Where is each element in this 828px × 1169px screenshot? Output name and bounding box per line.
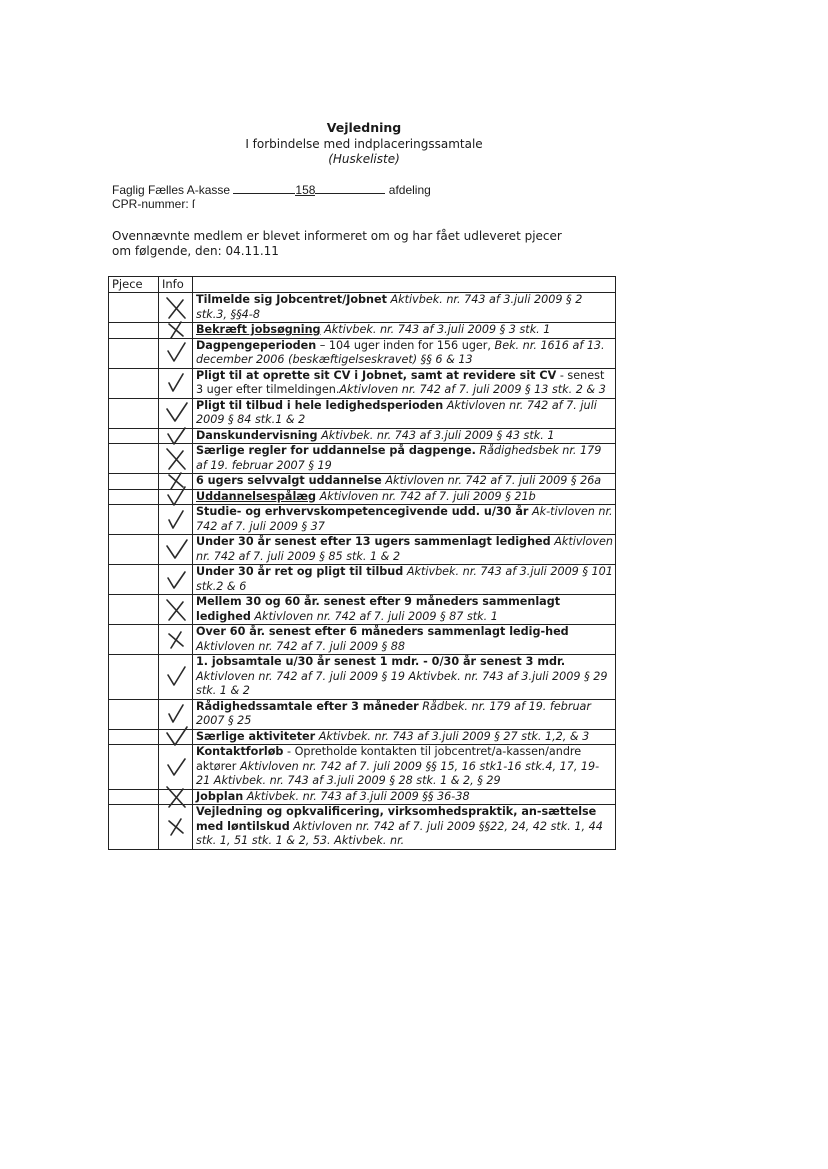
document-title: Vejledning — [326, 120, 402, 135]
handwritten-check-icon — [163, 536, 189, 564]
topic-title: Pligt til at oprette sit CV i Jobnet, samt at revidere sit CV — [196, 368, 557, 382]
topic-cell — [193, 729, 616, 745]
info-cell — [159, 789, 193, 805]
member-number: 158 — [295, 183, 316, 197]
table-row — [109, 505, 616, 535]
intro-line-1: Ovennævnte medlem er blevet informeret om og har fået udleveret pjecer — [112, 229, 562, 243]
topic-cell — [193, 699, 616, 729]
document-subtitle-note: (Huskeliste) — [328, 152, 400, 166]
topic-title: Jobplan — [196, 789, 244, 803]
handwritten-check-icon — [163, 626, 189, 654]
info-cell — [159, 428, 193, 444]
handwritten-check-icon — [163, 566, 189, 594]
intro-date: 04.11.11 — [225, 244, 279, 258]
table-row — [109, 489, 616, 505]
pjece-cell — [109, 699, 159, 729]
handwritten-check-icon — [163, 753, 189, 781]
legal-reference: Aktivloven nr. 742 af 7. juli 2009 § 84 stk.1 & 2 — [196, 398, 597, 426]
info-cell — [159, 595, 193, 625]
member-org-line — [112, 181, 431, 197]
topic-title: Tilmelde sig Jobcentret/Jobnet — [196, 293, 387, 306]
handwritten-check-icon — [163, 339, 189, 367]
table-row — [109, 323, 616, 339]
pjece-cell — [109, 729, 159, 745]
legal-reference: Aktivloven nr. 742 af 7. juli 2009 § 19 Aktivbek. nr. 743 af 3.juli 2009 § 29 stk. 1 & 2 — [196, 669, 608, 697]
blank-line — [315, 181, 385, 194]
dept-label: afdeling — [388, 183, 431, 197]
legal-reference: Ak-tivloven nr. 742 af 7. juli 2009 § 37 — [196, 505, 613, 533]
topic-cell — [193, 505, 616, 535]
pjece-cell — [109, 428, 159, 444]
legal-reference: Bek. nr. 1616 af 13. december 2006 (beskæftigelseskravet) §§ 6 & 13 — [196, 338, 605, 366]
topic-cell — [193, 655, 616, 700]
legal-reference: Aktivbek. nr. 743 af 3.juli 2009 § 43 stk. 1 — [321, 428, 555, 442]
info-cell — [159, 505, 193, 535]
handwritten-check-icon — [163, 506, 189, 534]
table-header-row — [109, 277, 616, 293]
legal-reference: Aktivloven nr. 742 af 7. juli 2009 § 85 stk. 1 & 2 — [196, 535, 613, 563]
topic-title: Dagpengeperioden — [196, 338, 317, 352]
topic-title: Særlige regler for uddannelse på dagpenge. — [196, 444, 476, 457]
legal-reference: Aktivbek. nr. 743 af 3.juli 2009 § 2 stk.3, §§4-8 — [196, 293, 583, 321]
pjece-cell — [109, 625, 159, 655]
document-subtitle: I forbindelse med indplaceringssamtale — [245, 137, 483, 151]
col-header-info: Info — [159, 277, 193, 293]
legal-reference: Aktivloven nr. 742 af 7. juli 2009 §§ 15, 16 stk1-16 stk.4, 17, 19-21 Aktivbek. nr. 743 af 3.juli 2009 § 28 stk. 1 & 2, § 29 — [196, 759, 600, 787]
topic-description: - Opretholde kontakten til jobcentret/a-kassen/andre aktører — [196, 745, 582, 773]
pjece-cell — [109, 565, 159, 595]
topic-title: 1. jobsamtale u/30 år senest 1 mdr. - 0/30 år senest 3 mdr. — [196, 655, 566, 668]
topic-title: Vejledning og opkvalificering, virksomhedspraktik, an-sættelse med løntilskud — [196, 805, 597, 833]
legal-reference: Aktivloven nr. 742 af 7. juli 2009 § 13 stk. 2 & 3 — [339, 383, 606, 396]
table-row — [109, 368, 616, 398]
topic-cell — [193, 805, 616, 850]
topic-title: Mellem 30 og 60 år. senest efter 9 måneders sammenlagt ledighed — [196, 595, 561, 623]
col-header-pjece: Pjece — [109, 277, 159, 293]
intro-prefix: om følgende, den: — [112, 244, 222, 258]
topic-title: Danskundervisning — [196, 428, 318, 442]
legal-reference: Aktivbek. nr. 743 af 3.juli 2009 § 27 stk. 1,2, & 3 — [318, 729, 590, 743]
topic-cell — [193, 368, 616, 398]
topic-title: Særlige aktiviteter — [196, 729, 316, 743]
pjece-cell — [109, 745, 159, 790]
pjece-cell — [109, 368, 159, 398]
pjece-cell — [109, 535, 159, 565]
legal-reference: Rådighedsbek nr. 179 af 19. februar 2007 § 19 — [196, 444, 602, 472]
topic-title: 6 ugers selvvalgt uddannelse — [196, 474, 382, 487]
info-cell — [159, 655, 193, 700]
table-row — [109, 535, 616, 565]
topic-title: Rådighedssamtale efter 3 måneder — [196, 699, 419, 713]
info-cell — [159, 368, 193, 398]
topic-description: – 104 uger inden for 156 uger, — [316, 338, 495, 352]
legal-reference: Aktivbek. nr. 743 af 3.juli 2009 §§ 36-38 — [246, 789, 470, 803]
topic-cell — [193, 625, 616, 655]
topic-cell — [193, 535, 616, 565]
cpr-label: CPR-nummer: — [112, 197, 189, 211]
topic-cell — [193, 293, 616, 323]
topic-cell — [193, 595, 616, 625]
legal-reference: Aktivbek. nr. 743 af 3.juli 2009 § 101 stk.2 & 6 — [196, 565, 613, 593]
info-cell — [159, 323, 193, 339]
topic-cell — [193, 428, 616, 444]
topic-title: Over 60 år. senest efter 6 måneders sammenlagt ledig-hed — [196, 625, 569, 638]
info-cell — [159, 625, 193, 655]
cpr-value: ſ — [192, 197, 195, 211]
pjece-cell — [109, 489, 159, 505]
table-row — [109, 625, 616, 655]
handwritten-check-icon — [163, 596, 189, 624]
table-row — [109, 655, 616, 700]
legal-reference: Rådbek. nr. 179 af 19. februar 2007 § 25 — [196, 699, 591, 727]
intro-text — [112, 229, 592, 259]
pjece-cell — [109, 293, 159, 323]
table-row — [109, 789, 616, 805]
cpr-line — [112, 197, 195, 211]
pjece-cell — [109, 805, 159, 850]
table-row — [109, 565, 616, 595]
topic-cell — [193, 444, 616, 474]
topic-title: Studie- og erhvervskompetencegivende udd. u/30 år — [196, 505, 529, 518]
info-cell — [159, 805, 193, 850]
blank-line — [233, 181, 295, 194]
table-row — [109, 595, 616, 625]
pjece-cell — [109, 444, 159, 474]
checklist-table — [108, 276, 616, 850]
pjece-cell — [109, 398, 159, 428]
legal-reference: Aktivloven nr. 742 af 7. juli 2009 §§22, 24, 42 stk. 1, 44 stk. 1, 51 stk. 1 & 2, 53. Aktivbek. nr. — [196, 819, 603, 847]
info-cell — [159, 729, 193, 745]
pjece-cell — [109, 505, 159, 535]
pjece-cell — [109, 789, 159, 805]
topic-title: Kontaktforløb — [196, 745, 284, 758]
table-row — [109, 729, 616, 745]
topic-cell — [193, 398, 616, 428]
pjece-cell — [109, 323, 159, 339]
legal-reference: Aktivloven nr. 742 af 7. juli 2009 § 87 stk. 1 — [254, 609, 498, 623]
topic-cell — [193, 745, 616, 790]
org-label: Faglig Fælles A-kasse — [112, 183, 231, 197]
topic-title: Under 30 år senest efter 13 ugers sammenlagt ledighed — [196, 535, 551, 548]
topic-title: Uddannelsespålæg — [196, 489, 317, 503]
legal-reference: Aktivloven nr. 742 af 7. juli 2009 § 26a — [385, 474, 602, 487]
info-cell — [159, 535, 193, 565]
pjece-cell — [109, 474, 159, 490]
info-cell — [159, 565, 193, 595]
pjece-cell — [109, 655, 159, 700]
info-cell — [159, 338, 193, 368]
info-cell — [159, 489, 193, 505]
pjece-cell — [109, 338, 159, 368]
topic-title: Under 30 år ret og pligt til tilbud — [196, 565, 404, 578]
topic-cell — [193, 489, 616, 505]
topic-description: - senest 3 uger efter tilmeldingen. — [196, 368, 605, 396]
table-row — [109, 338, 616, 368]
handwritten-check-icon — [163, 813, 189, 841]
col-header-topic — [193, 277, 616, 293]
pjece-cell — [109, 595, 159, 625]
legal-reference: Aktivloven nr. 742 af 7. juli 2009 § 88 — [196, 639, 405, 653]
handwritten-check-icon — [163, 663, 189, 691]
topic-cell — [193, 565, 616, 595]
intro-line-2 — [112, 244, 592, 259]
legal-reference: Aktivloven nr. 742 af 7. juli 2009 § 21b — [319, 489, 536, 503]
legal-reference: Aktivbek. nr. 743 af 3.juli 2009 § 3 stk. 1 — [324, 323, 551, 336]
topic-cell — [193, 338, 616, 368]
table-row — [109, 805, 616, 850]
handwritten-check-icon — [163, 369, 189, 397]
topic-title: Pligt til tilbud i hele ledighedsperioden — [196, 398, 444, 412]
topic-title: Bekræft jobsøgning — [196, 323, 321, 336]
topic-cell — [193, 474, 616, 490]
topic-cell — [193, 789, 616, 805]
topic-cell — [193, 323, 616, 339]
table-row — [109, 428, 616, 444]
checklist-rows — [109, 293, 616, 850]
